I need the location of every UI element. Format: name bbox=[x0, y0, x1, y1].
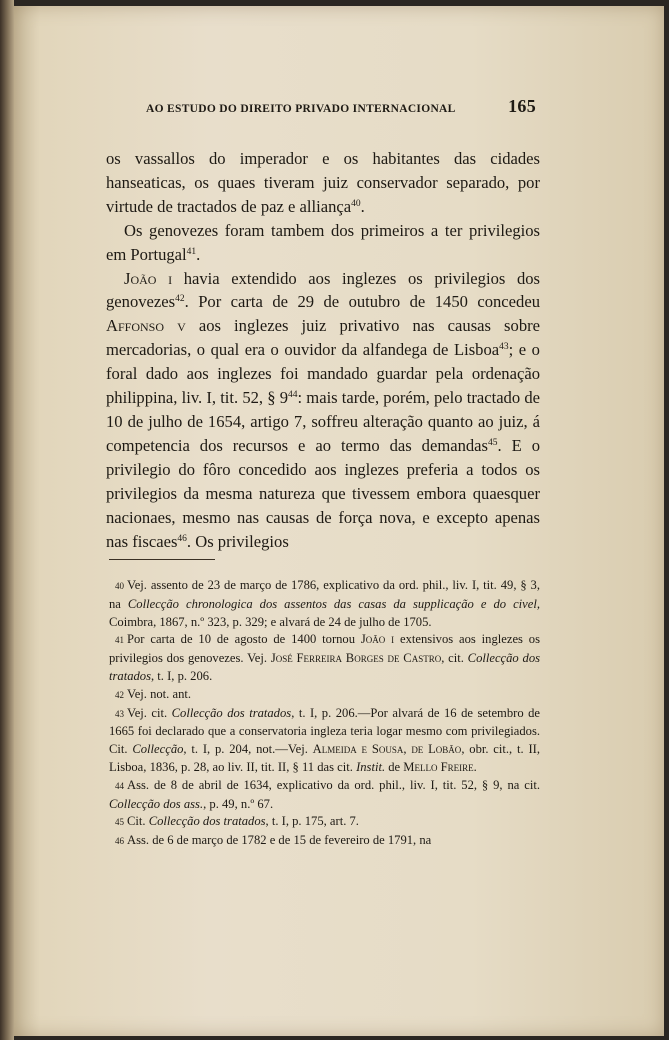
person-name: João i bbox=[360, 632, 395, 647]
footnote-number: 45 bbox=[115, 817, 124, 828]
person-name: João i bbox=[124, 268, 173, 288]
footnote-44: 44 Ass. de 8 de abril de 1634, explicativo da ord. phil., liv. I, tit. 52, § 9, na cit. Collecção dos ass., p. 49, n.º 67. bbox=[109, 777, 540, 811]
work-title: Collecção bbox=[132, 742, 184, 757]
footnote-ref-41[interactable]: 41 bbox=[186, 246, 197, 257]
person-name: Affonso v bbox=[106, 316, 186, 336]
main-text bbox=[106, 147, 540, 553]
footnote-number: 41 bbox=[115, 635, 124, 646]
work-title: Collecção dos ass. bbox=[109, 796, 204, 811]
footnote-ref-40[interactable]: 40 bbox=[351, 198, 361, 209]
footnote-43: 43 Vej. cit. Collecção dos tratados, t. I, p. 206.—Por alvará de 16 de setembro de 1665 foi declarado que a conservatoria ingleza teria logar mesmo com privilegiados. Cit. Collecção, t. I, p. 204, not.—Vej. Almeida e Sousa, de Lobão, obr. cit., t. II, Lisboa, 1836, p. 28, ao liv. II, tit. II, § 11 das cit. Instit. de Mello Freire. bbox=[109, 705, 540, 774]
footnote-ref-42[interactable]: 42 bbox=[175, 294, 185, 305]
footnote-42: 42 Vej. not. ant. bbox=[115, 686, 192, 701]
page-edge bbox=[664, 0, 669, 1040]
footnote-ref-43[interactable]: 43 bbox=[499, 342, 509, 353]
author-name: José Ferreira Borges de Castro bbox=[270, 651, 442, 666]
work-title: Collecção dos tratados bbox=[109, 651, 541, 683]
paragraph-3: João i havia extendido aos inglezes os privilegios dos genovezes$^{42}$. Por carta de 29 de outubro de 1450 concedeu Affonso v aos inglezes juiz privativo nas causas sobre mercadorias, o qual era o ouvidor da alfandega de Lisboa$^{43}$; e o foral dado aos inglezes foi mandado guardar pela ordenação philippina, liv. I, tit. 52, § $9^{44}$: mais tarde, porém, pelo tractado de 10 de julho de 1654, artigo 7, soffreu alteração quanto ao juiz, á competencia dos recursos e ao termo das demandas$^{45}$. E o privilegio do fôro concedido aos inglezes preferia a todos os privilegios da mesma natureza que tivessem embora quaesquer nacionaes, mesmo nas causas de força nova, e excepto apenas nas fiscaes$^{46}$. Os privilegios bbox=[106, 268, 541, 551]
author-name: Mello Freire bbox=[403, 759, 474, 774]
paragraph-1: os vassallos do imperador e os habitantes das cidades hanseaticas, os quaes tiveram juiz conservador separado, por virtude de tractados de paz e alliança$^{40}$. bbox=[106, 149, 540, 216]
footnote-45: 45 Cit. Collecção dos tratados, t. I, p. 175, art. 7. bbox=[115, 814, 359, 829]
book-gutter bbox=[0, 0, 14, 1040]
footnote-ref-44[interactable]: 44 bbox=[288, 390, 298, 401]
page-number: 165 bbox=[508, 96, 536, 116]
footnote-number: 43 bbox=[115, 708, 124, 719]
work-title: Collecção dos tratados bbox=[148, 814, 266, 829]
work-title: Instit. bbox=[356, 759, 386, 774]
work-title: Collecção dos tratados bbox=[171, 705, 292, 720]
footnote-number: 44 bbox=[115, 780, 124, 791]
footnote-46: 46 Ass. de 6 de março de 1782 e de 15 de fevereiro de 1791, na bbox=[115, 833, 432, 848]
footnote-41: 41 Por carta de 10 de agosto de 1400 tornou João i extensivos aos inglezes os privilegios dos genovezes. Vej. José Ferreira Borges de Castro, cit. Collecção dos tratados, t. I, p. 206. bbox=[109, 632, 541, 683]
footnote-number: 42 bbox=[115, 689, 124, 700]
footnote-number: 46 bbox=[115, 836, 124, 847]
footnote-ref-46[interactable]: 46 bbox=[177, 533, 187, 544]
running-title: AO ESTUDO DO DIREITO PRIVADO INTERNACIONAL bbox=[146, 103, 456, 115]
footnote-ref-45[interactable]: 45 bbox=[488, 437, 498, 448]
paragraph-2: Os genovezes foram tambem dos primeiros a ter privilegios em Portugal$^{41}$. bbox=[106, 220, 540, 264]
author-name: Almeida e Sousa, de Lobão bbox=[312, 742, 462, 757]
footnotes bbox=[109, 577, 540, 851]
footnote-number: 40 bbox=[115, 581, 124, 591]
footnote-40: 40 Vej. assento de 23 de março de 1786, explicativo da ord. phil., liv. I, tit. 49, § 3, na Collecção chronologica dos assentos das casas da supplicação e do civel, Coimbra, 1867, n.º 323, p. 329; e alvará de 24 de julho de 1705. bbox=[109, 578, 540, 629]
work-title: Collecção chronologica dos assentos das casas da supplicação e do civel, bbox=[127, 596, 540, 611]
footnote-rule bbox=[109, 559, 215, 560]
